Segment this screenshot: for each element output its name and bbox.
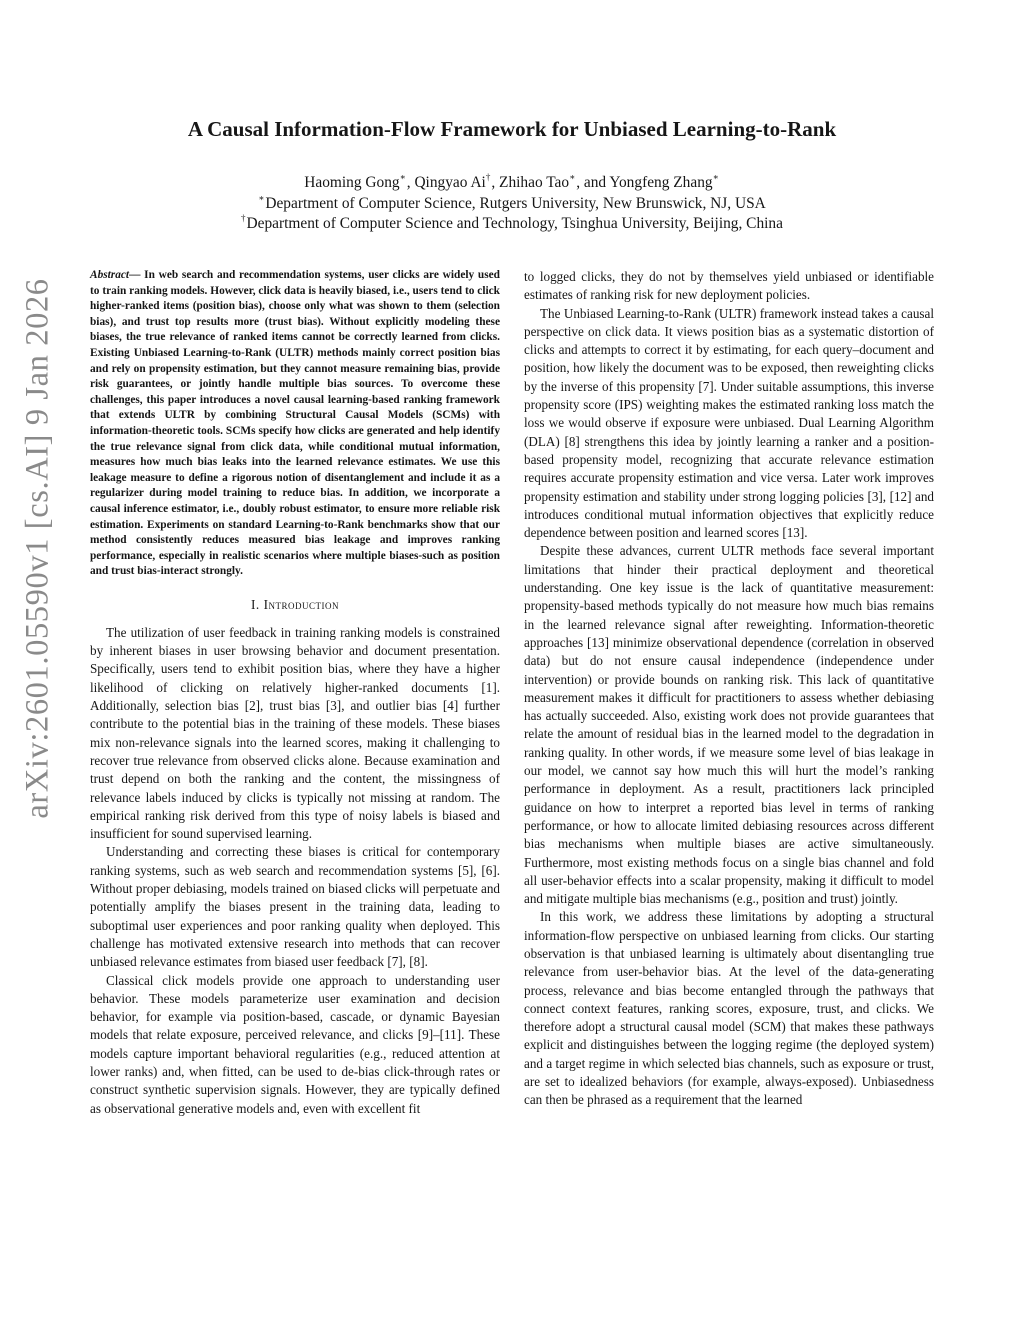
abstract-text: In web search and recommendation systems, user clicks are widely used to train ranking models. However, click data is heavily biased, i.e., users tend to click higher-ranked items (position bias), choose only what was shown to them (selection bias), and trust top results more (trust bias). Without explicitly modeling these biases, the true relevance of ranked items cannot be correctly learned from clicks. Existing Unbiased Learning-to-Rank (ULTR) methods mainly correct position bias and rely on propensity estimation, but they cannot measure remaining bias, provide risk guarantees, or jointly handle multiple bias sources. To overcome these challenges, this paper introduces a novel causal learning-based ranking framework that extends ULTR by combining Structural Causal Models (SCMs) with information-theoretic tools. SCMs specify how clicks are generated and help identify the true relevance signal from click data, while conditional mutual information, measures how much bias leaks into the learned relevance estimates. We use this leakage measure to define a rigorous notion of disentanglement and include it as a regularizer during model training to reduce bias. In addition, we incorporate a causal inference estimator, i.e., doubly robust estimator, to ensure more reliable risk estimation. Experiments on standard Learning-to-Rank benchmarks show that our method consistently reduces measured bias leakage and improves ranking performance, especially in realistic scenarios where multiple biases-such as position and trust bias-interact strongly.	[90, 269, 500, 578]
author-list	[0, 173, 1024, 192]
author-separator: ,	[406, 174, 415, 192]
section-heading-introduction: I. Introduction	[251, 596, 339, 612]
intro-paragraph: Classical click models provide one approach to understanding user behavior. These models parameterize user examination and decision behavior, for example via position-based, cascade, or dynamic Bayesian models that relate exposure, perceived relevance, and clicks [9]–[11]. These models capture important behavioral regularities (e.g., reduced attention at lower ranks) and, when fitted, can be used to de-bias click-through rates or construct synthetic supervision signals. However, they are typically defined as observational generative models and, even with excellent fit	[90, 972, 500, 1116]
affiliation-tsinghua	[0, 214, 1024, 233]
affiliation-text: Department of Computer Science and Technology, Tsinghua University, Beijing, China	[246, 215, 783, 233]
author-mark: ∗	[712, 172, 719, 182]
affiliation-mark: †	[241, 213, 246, 223]
intro-paragraph: The utilization of user feedback in training ranking models is constrained by inherent biases in user browsing behavior and document presentation. Specifically, users tend to exhibit position bias, where they have a higher likelihood of clicking on relatively higher-ranked documents [1]. Additionally, selection bias [2], trust bias [3], and outlier bias [4] further contribute to the potential bias in the training of these models. These biases mix non-relevance signals into the learned scores, making it challenging to recover true relevance from observed clicks alone. Because examination and trust depend on both the ranking and the content, the missingness of relevance labels induced by clicks is typically not missing at random. The empirical ranking risk derived from this type of noisy labels is biased and insufficient for sound supervised learning.	[90, 624, 500, 842]
author-mark: ∗	[399, 172, 406, 182]
author-separator: ,	[491, 174, 500, 192]
paper-title: A Causal Information-Flow Framework for Unbiased Learning-to-Rank	[187, 117, 837, 141]
author-mark: †	[485, 172, 491, 182]
author-separator: , and	[576, 174, 610, 192]
affiliation-mark: ∗	[258, 193, 265, 203]
abstract	[90, 268, 500, 580]
author-name: Haoming Gong	[304, 174, 400, 192]
left-column	[90, 268, 500, 1118]
intro-paragraph: Despite these advances, current ULTR methods face several important limitations that hinder their practical deployment and theoretical understanding. One key issue is the lack of quantitative measurement: propensity-based methods typically do not measure how much bias remains in the learned relevance signal after reweighting. Information-theoretic approaches [13] minimize observational dependence (correlation in observed data) but do not ensure causal independence (independence under intervention) or provide bounds on ranking risk. This lack of quantitative measurement makes it difficult for practitioners to assess whether debiasing has actually succeeded. Also, existing work does not provide guarantees that relate the amount of residual bias in the learned model to the degradation in ranking quality. In other words, if we measure some level of bias leakage in our model, we cannot say how much this will hurt the model’s ranking performance in deployment. As a result, practitioners lack principled guidance on how to interpret a reported bias level in terms of ranking performance, or how to allocate limited debiasing resources across different bias mechanisms when multiple biases are active simultaneously. Furthermore, most existing methods focus on a single bias channel and fold all user-behavior effects into a scalar propensity, making it difficult to model and mitigate multiple bias mechanisms (e.g., position and trust) jointly.	[524, 543, 934, 907]
affiliation-text: Department of Computer Science, Rutgers University, New Brunswick, NJ, USA	[265, 195, 766, 213]
right-column	[524, 268, 934, 1110]
abstract-label: Abstract	[90, 269, 130, 281]
author-mark: ∗	[569, 172, 576, 182]
author-name: Yongfeng Zhang	[609, 174, 713, 192]
intro-paragraph: In this work, we address these limitations by adopting a structural information-flow perspective on unbiased learning from clicks. Our starting observation is that unbiased learning is ultimately about disentangling true relevance from user-behavior bias. At the level of the data-generating process, relevance and bias become entangled through the pathways that connect context features, ranking scores, exposure, trust, and clicks. We therefore adopt a structural causal model (SCM) that makes these pathways explicit and distinguishes between the logging regime (the deployed system) and a target regime in which selected bias channels, such as exposure or trust, are set to idealized behaviors (for example, always-exposed). Unbiasedness can then be phrased as a requirement that the learned	[524, 909, 934, 1108]
intro-paragraph-continued: to logged clicks, they do not by themselves yield unbiased or identifiable estimates of ranking risk for new deployment policies.	[524, 269, 934, 303]
arxiv-identifier-text: arXiv:2601.05590v1 [cs.AI] 9 Jan 2026	[19, 277, 56, 819]
author-name: Zhihao Tao	[499, 174, 570, 192]
abstract-dash: —	[129, 269, 145, 281]
intro-paragraph: Understanding and correcting these biases is critical for contemporary ranking systems, such as web search and recommendation systems [5], [6]. Without proper debiasing, models trained on biased clicks will perpetuate and potentially amplify the biases present in the training data, leading to suboptimal user experiences and poor ranking quality when deployed. This challenge has motivated extensive research into methods that can recover unbiased relevance estimates from biased user feedback [7], [8].	[90, 844, 500, 970]
affiliation-rutgers	[0, 194, 1024, 213]
intro-paragraph: The Unbiased Learning-to-Rank (ULTR) framework instead takes a causal perspective on click data. It views position bias as a systematic distortion of clicks and attempts to correct it by estimating, for each query–document and position, how likely the document was to be exposed, then reweighting clicks by the inverse of this propensity [7]. Under suitable assumptions, this inverse propensity score (IPS) weighting makes the estimated ranking loss match the loss we would observe if exposure were unbiased. Dual Learning Algorithm (DLA) [8] strengthens this idea by jointly learning a ranker and a position-based propensity model, recognizing that accurate relevance estimation requires accurate propensity estimation and vice versa. Later work improves propensity estimation and stability under strong logging policies [3], [12] and introduces conditional mutual information objectives that explicitly reduce dependence between position and learned scores [13].	[524, 305, 934, 541]
arxiv-identifier-stamp	[14, 138, 62, 958]
author-name: Qingyao Ai	[414, 174, 486, 192]
